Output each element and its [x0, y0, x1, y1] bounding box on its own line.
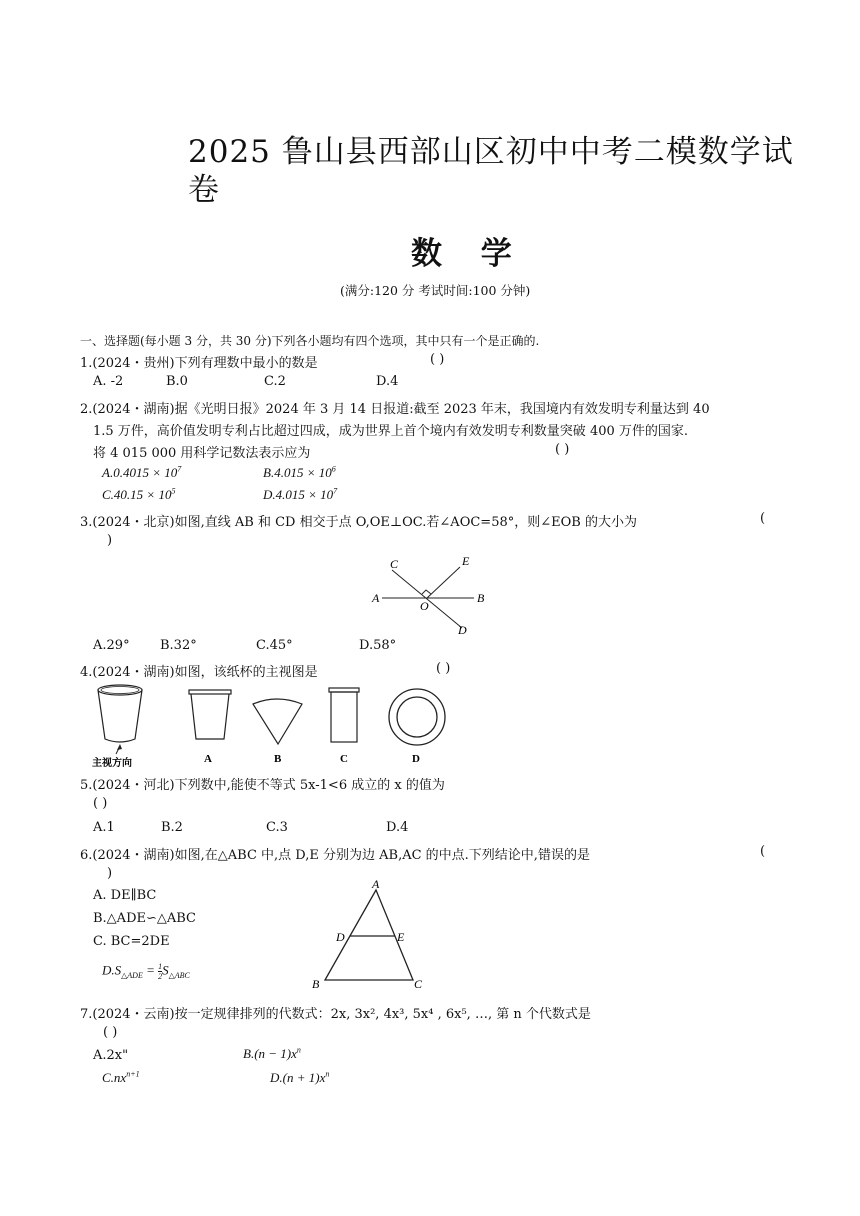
- q7-option-b: $B.(n - 1)x^n$: [243, 1045, 301, 1061]
- q5-option-c: C.3: [266, 820, 288, 835]
- option-b-label: B: [274, 753, 282, 765]
- q2-line2: 1.5 万件，高价值发明专利占比超过四成，成为世界上首个境内有效发明专利数量突破 400 万件的国家.: [93, 424, 689, 439]
- label-b: B: [477, 591, 485, 605]
- q6-option-c: C. BC=2DE: [93, 934, 170, 949]
- q3-option-c: C.45°: [256, 638, 293, 653]
- q2-option-d: $D.4.015 \times 10^7$: [263, 486, 338, 502]
- option-d-inner: [397, 697, 437, 737]
- q3-paren-close: ): [107, 533, 113, 548]
- q6-option-a: A. DE∥BC: [93, 888, 157, 903]
- q7-paren: ( ): [103, 1025, 118, 1040]
- q4-stem: 4.(2024・湖南)如图，该纸杯的主视图是: [80, 665, 318, 680]
- label-e: E: [462, 554, 470, 568]
- q5-option-a: A.1: [93, 820, 115, 835]
- q3-option-b: B.32°: [160, 638, 197, 653]
- q2-option-b: $B.4.015 \times 10^6$: [263, 464, 336, 480]
- subject-title: 数 学: [411, 236, 526, 272]
- exam-meta: (满分:120 分 考试时间:100 分钟): [340, 283, 531, 298]
- q6-stem: 6.(2024・湖南)如图,在△ABC 中,点 D,E 分别为边 AB,AC 的中点.下列结论中,错误的是: [80, 848, 590, 863]
- q3-option-d: D.58°: [359, 638, 397, 653]
- q5-stem: 5.(2024・河北)下列数中,能使不等式 5x-1<6 成立的 x 的值为: [80, 778, 445, 793]
- label-a: A: [372, 591, 380, 605]
- option-a-shape: [191, 694, 229, 739]
- q1-stem: 1.(2024・贵州)下列有理数中最小的数是: [80, 356, 318, 371]
- cup-body: [98, 690, 142, 742]
- page-title: 2025 鲁山县西部山区初中中考二模数学试卷: [188, 134, 794, 208]
- q6-option-d: $D.S_{\triangle ADE}$ = $\frac{1}{2}$ $S_{\triangle ABC}$: [102, 962, 190, 981]
- right-angle-mark: [422, 590, 431, 594]
- q3-paren-open: (: [760, 511, 766, 526]
- label-c: C: [414, 977, 423, 990]
- label-e: E: [397, 930, 405, 944]
- q4-paren: ( ): [436, 661, 451, 676]
- q7-option-d: $D.(n + 1)x^n$: [270, 1069, 330, 1085]
- view-direction-label: 主视方向: [92, 758, 132, 769]
- q5-option-d: D.4: [386, 820, 409, 835]
- q3-stem: 3.(2024・北京)如图,直线 AB 和 CD 相交于点 O,OE⊥OC.若∠AOC=58°，则∠EOB 的大小为: [80, 515, 637, 530]
- fraction-one-half: $\frac{1}{2}$: [158, 962, 163, 981]
- q7-stem: 7.(2024・云南)按一定规律排列的代数式：2x, 3x², 4x³, 5x⁴ , 6x⁵, …, 第 n 个代数式是: [80, 1007, 591, 1022]
- q6-paren-close: ): [107, 866, 113, 881]
- q2-option-a: $A.0.4015 \times 10^7$: [102, 464, 182, 480]
- q2-paren: ( ): [555, 442, 570, 457]
- option-c-shape: [331, 692, 357, 742]
- q3-angle-figure: [370, 552, 500, 638]
- label-c: C: [390, 557, 399, 571]
- q7-option-c: $C.nx^{n+1}$: [102, 1069, 140, 1085]
- q1-option-b: B.0: [166, 374, 188, 389]
- option-d-label: D: [412, 753, 420, 765]
- label-d: D: [458, 623, 467, 637]
- q6-paren-open: (: [760, 844, 766, 859]
- q1-option-d: D.4: [376, 374, 399, 389]
- q2-option-c: $C.40.15 \times 10^5$: [102, 486, 176, 502]
- q3-option-a: A.29°: [93, 638, 130, 653]
- q1-option-a: A. -2: [93, 374, 124, 389]
- label-b: B: [312, 977, 320, 990]
- q6-triangle-figure: [308, 876, 428, 990]
- q7-option-a: A.2x": [93, 1048, 129, 1063]
- q2-line3: 将 4 015 000 用科学记数法表示应为: [93, 446, 311, 461]
- q1-paren: ( ): [430, 352, 445, 367]
- q6-option-b: B.△ADE∽△ABC: [93, 911, 197, 926]
- label-a: A: [372, 877, 380, 891]
- q2-line1: 2.(2024・湖南)据《光明日报》2024 年 3 月 14 日报道:截至 2023 年末，我国境内有效发明专利量达到 40: [80, 402, 710, 417]
- option-a-rim: [189, 690, 231, 694]
- q5-option-b: B.2: [161, 820, 183, 835]
- q5-paren: ( ): [93, 796, 108, 811]
- q1-option-c: C.2: [264, 374, 286, 389]
- label-o: O: [420, 599, 429, 613]
- section-heading: 一、选择题(每小题 3 分，共 30 分)下列各小题均有四个选项，其中只有一个是正确的.: [80, 334, 540, 348]
- q4-cup-figure: [90, 682, 460, 770]
- ray-oe: [427, 567, 460, 598]
- option-c-label: C: [340, 753, 348, 765]
- label-d: D: [336, 930, 345, 944]
- option-b-shape: [253, 699, 302, 744]
- option-a-label: A: [204, 753, 212, 765]
